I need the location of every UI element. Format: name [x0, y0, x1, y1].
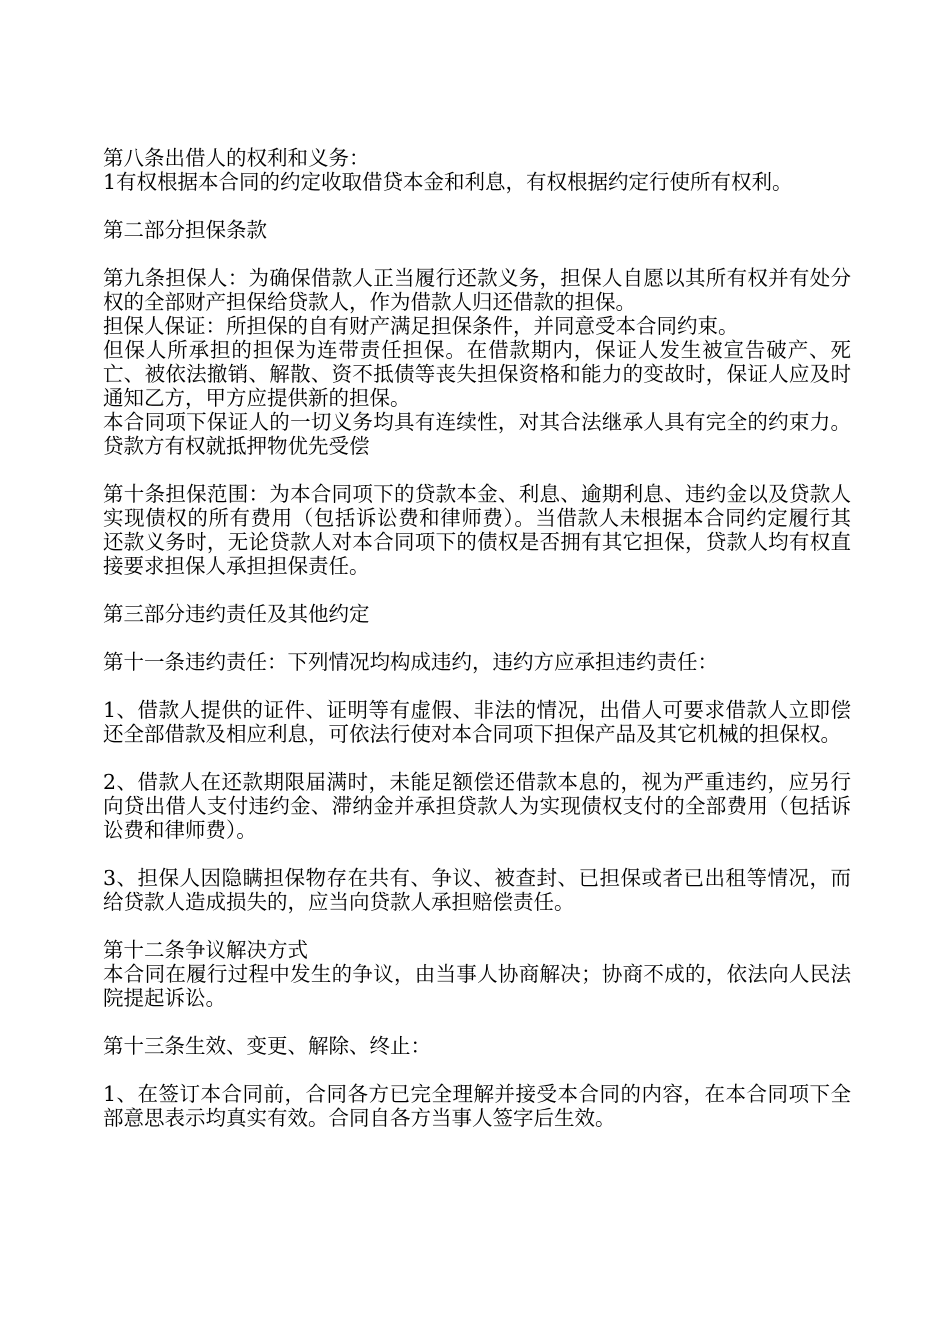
- clause-8-item-1: 1有权根据本合同的约定收取借贷本金和利息，有权根据约定行使所有权利。: [103, 170, 793, 194]
- clause-11-item-2: 2、借款人在还款期限届满时，未能足额偿还借款本息的，视为严重违约，应另行向贷出借人支付违约金、滞纳金并承担贷款人为实现债权支付的全部费用（包括诉讼费和律师费）。: [103, 770, 851, 842]
- part-3-block: [103, 602, 851, 626]
- clause-11-item-3: 3、担保人因隐瞒担保物存在共有、争议、被查封、已担保或者已出租等情况，而给贷款人造成损失的，应当向贷款人承担赔偿责任。: [103, 866, 851, 914]
- clause-11-item-1-block: [103, 698, 851, 746]
- part-2-heading: 第二部分担保条款: [103, 218, 267, 242]
- part-3-heading: 第三部分违约责任及其他约定: [103, 602, 370, 626]
- clause-9-paragraph: 第九条担保人：为确保借款人正当履行还款义务，担保人自愿以其所有权并有处分权的全部财产担保给贷款人，作为借款人归还借款的担保。: [103, 266, 851, 314]
- clause-8-block: [103, 146, 851, 194]
- continuity-paragraph: 本合同项下保证人的一切义务均具有连续性，对其合法继承人具有完全的约束力。贷款方有权就抵押物优先受偿: [103, 410, 851, 458]
- guarantor-assurance-paragraph: 担保人保证：所担保的自有财产满足担保条件，并同意受本合同约束。: [103, 314, 739, 338]
- clause-11-heading: 第十一条违约责任：下列情况均构成违约，违约方应承担违约责任：: [103, 650, 718, 674]
- clause-13-item-1: 1、在签订本合同前，合同各方已完全理解并接受本合同的内容，在本合同项下全部意思表示均真实有效。合同自各方当事人签字后生效。: [103, 1082, 851, 1130]
- clause-8-heading: 第八条出借人的权利和义务：: [103, 146, 370, 170]
- clause-12-block: [103, 938, 851, 1010]
- clause-12-paragraph: 本合同在履行过程中发生的争议，由当事人协商解决；协商不成的，依法向人民法院提起诉讼。: [103, 962, 851, 1010]
- joint-liability-paragraph: 但保人所承担的担保为连带责任担保。在借款期内，保证人发生被宣告破产、死亡、被依法撤销、解散、资不抵债等丧失担保资格和能力的变故时，保证人应及时通知乙方，甲方应提供新的担保。: [103, 338, 851, 410]
- clause-10-block: [103, 482, 851, 578]
- clause-13-block: [103, 1034, 851, 1058]
- clause-13-item-1-block: [103, 1082, 851, 1130]
- part-2-block: [103, 218, 851, 242]
- clause-11-item-1: 1、借款人提供的证件、证明等有虚假、非法的情况，出借人可要求借款人立即偿还全部借款及相应利息，可依法行使对本合同项下担保产品及其它机械的担保权。: [103, 698, 851, 746]
- clause-12-heading: 第十二条争议解决方式: [103, 938, 308, 962]
- clause-9-block: [103, 266, 851, 458]
- clause-13-heading: 第十三条生效、变更、解除、终止：: [103, 1034, 431, 1058]
- document-page: [103, 146, 851, 1154]
- clause-11-item-2-block: [103, 770, 851, 842]
- clause-11-item-3-block: [103, 866, 851, 914]
- clause-10-paragraph: 第十条担保范围：为本合同项下的贷款本金、利息、逾期利息、违约金以及贷款人实现债权的所有费用（包括诉讼费和律师费）。当借款人未根据本合同约定履行其还款义务时，无论贷款人对本合同项下的债权是否拥有其它担保，贷款人均有权直接要求担保人承担担保责任。: [103, 482, 851, 578]
- clause-11-block: [103, 650, 851, 674]
